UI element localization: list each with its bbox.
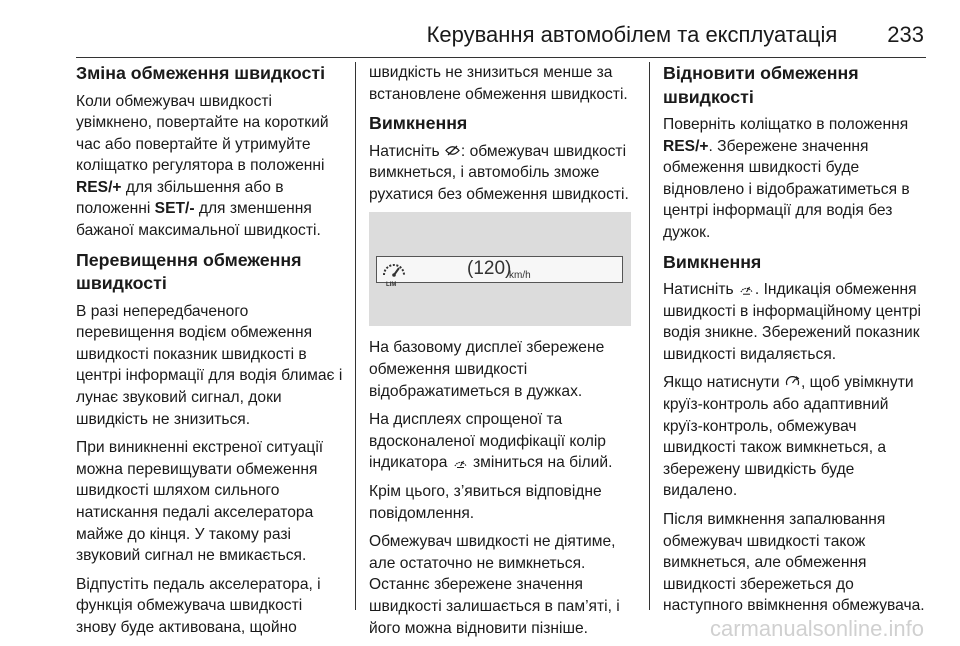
text: . Збережене значення обмеження швидкості буде відновлено і відображатиметься в центрі інформації для водія без дужок. xyxy=(663,137,910,241)
text: Натисніть xyxy=(369,142,444,160)
paragraph-resume xyxy=(663,114,928,244)
cruise-control-icon xyxy=(785,375,800,388)
paragraph-switch-off xyxy=(663,279,928,365)
column-divider-2 xyxy=(649,62,650,610)
paragraph-basic-display: На базовому дисплеї збережене обмеження швидкості відображатиметься в дужках. xyxy=(369,339,605,400)
display-illustration xyxy=(369,212,631,326)
column-3 xyxy=(663,62,928,624)
paragraph-exceed-2: При виникненні екстреної ситуації можна перевищувати обмеження швидкості шляхом сильного натискання педалі акселератора майже до кінця. У такому разі звуковий сигнал не вмикається. xyxy=(76,439,324,565)
paragraph-ignition-off: Після вимкнення запалювання обмежувач швидкості також вимкнеться, але обмеження швидкості збережеться до наступного ввімкнення обмежувача. xyxy=(663,511,925,615)
column-1 xyxy=(76,62,346,646)
text: Поверніть коліщатко в положення xyxy=(663,116,909,133)
emphasis-text: SET/- xyxy=(154,200,195,218)
driver-info-display xyxy=(376,256,623,289)
column-2 xyxy=(369,62,635,646)
limiter-cancel-icon xyxy=(445,144,460,157)
emphasis-text: RES/+ xyxy=(76,178,122,196)
section-heading-change-limit: Зміна обмеження швидкості xyxy=(76,63,326,83)
paragraph-deactivate xyxy=(369,141,635,206)
text: , щоб увімкнути круїз-контроль або адаптивний круїз-контроль, обмежувач швидкості також вимкнеться, а збережену швидкість буде видалено. xyxy=(663,374,914,500)
text: Натисніть xyxy=(663,281,738,299)
paragraph-change-limit xyxy=(76,91,346,242)
column-divider-1 xyxy=(355,62,356,610)
page-header xyxy=(76,22,924,48)
text: Якщо натиснути xyxy=(663,374,784,392)
paragraph-exceed-3: Відпустіть педаль акселератора, і функція обмежувача швидкості знову буде активована, щойно xyxy=(76,575,321,636)
paragraph-memory: Обмежувач швидкості не діятиме, але остаточно не вимкнеться. Останнє збережене значення швидкості залишається в пам’яті, і його можна відновити пізніше. xyxy=(369,533,620,637)
section-heading-switch-off: Вимкнення xyxy=(663,251,762,272)
section-heading-resume: Відновити обмеження швидкості xyxy=(663,63,859,107)
speed-unit: km/h xyxy=(509,270,531,282)
limiter-label: LIM xyxy=(386,282,397,289)
paragraph-continued: швидкість не знизиться менше за встановлене обмеження швидкості. xyxy=(369,64,628,103)
paragraph-exceed-1: В разі непередбаченого перевищення водієм обмеження швидкості показник швидкості в центрі інформації для водія блимає і лунає звуковий сигнал, доки швидкість не знизиться. xyxy=(76,302,343,428)
stored-speed-value: (120) xyxy=(467,258,512,280)
text: для збільшення або в положенні xyxy=(76,178,284,218)
section-heading-exceed-limit: Перевищення обмеження швидкості xyxy=(76,249,302,294)
text: . Індикація обмеження швидкості в інформаційному центрі водія зникне. Збережений показник швидкості видаляється. xyxy=(663,281,922,363)
page-title: Керування автомобілем та експлуатація xyxy=(426,22,838,47)
paragraph-indicator-color xyxy=(369,409,635,474)
emphasis-text: RES/+ xyxy=(663,137,709,155)
speed-limiter-indicator-icon xyxy=(453,455,468,468)
text: : обмежувач швидкості вимкнеться, і автомобіль зможе рухатися без обмеження швидкості. xyxy=(369,142,629,203)
text: На дисплеях спрощеної та вдосконаленої модифікації колір індикатора xyxy=(369,411,606,472)
header-divider xyxy=(76,57,926,58)
text: для зменшення бажаної максимальної швидкості. xyxy=(76,200,321,240)
page-number: 233 xyxy=(887,22,924,47)
section-heading-deactivate: Вимкнення xyxy=(369,113,468,134)
watermark: carmanualsonline.info xyxy=(709,616,924,641)
text: Коли обмежувач швидкості увімкнено, повертайте на короткий час або повертайте й утримуйте коліщатко регулятора в положенні xyxy=(76,92,329,175)
paragraph-cruise-control xyxy=(663,372,928,502)
speed-limiter-button-icon xyxy=(739,282,754,295)
paragraph-message: Крім цього, з’явиться відповідне повідомлення. xyxy=(369,483,602,522)
text: зміниться на білий. xyxy=(468,454,613,472)
